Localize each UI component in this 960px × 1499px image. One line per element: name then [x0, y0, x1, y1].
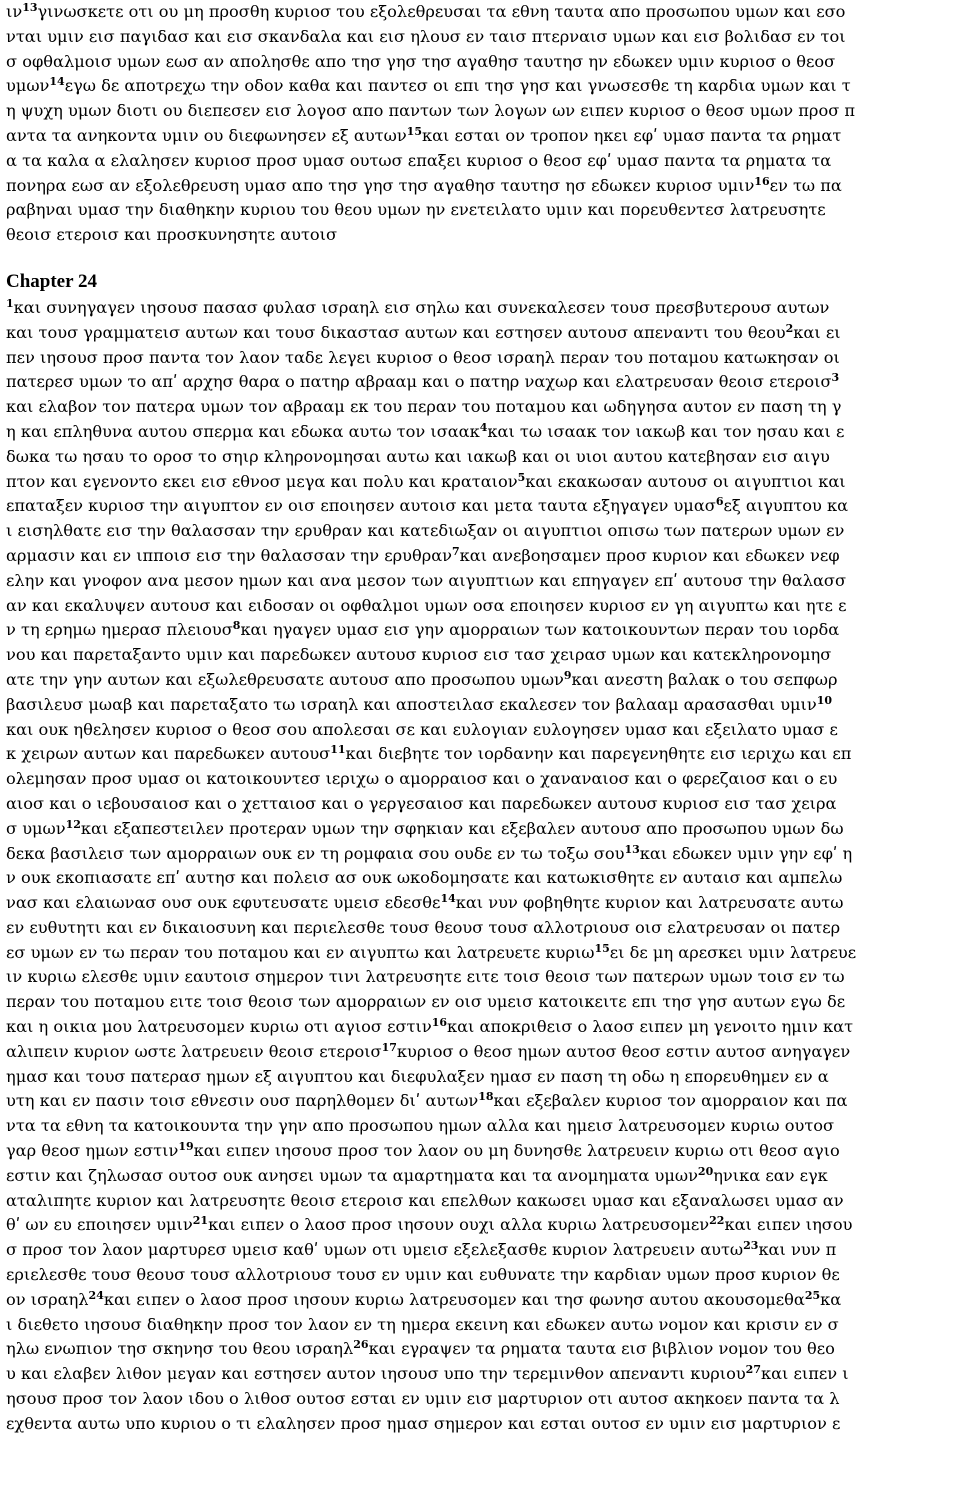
text-line [6, 668, 956, 693]
text-segment: υμων [6, 76, 50, 96]
text-segment: εριελεσθε τουσ θεουσ τουσ αλλοτριουσ τουσ εν υμιν και ευθυνατε την καρδιαν υμων προσ κυριον θε [6, 1265, 840, 1285]
text-line [6, 1288, 956, 1313]
text-segment: αν και εκαλυψεν αυτουσ και ειδοσαν οι οφθαλμοι υμων οσα εποιησεν κυριοσ εν γη αιγυπτω και ητε ε [6, 595, 847, 615]
text-segment: α τα καλα α ελαλησεν κυριοσ προσ υμασ ουτωσ επαξει κυριοσ ο θεοσ εφʹ υμασ παντα τα ρηματα τα [6, 150, 832, 170]
text-segment: και ουκ ηθελησεν κυριοσ ο θεοσ σου απολεσαι σε και ευλογιαν ευλογησεν υμασ και εξειλατο υμασ ε [6, 719, 838, 739]
verse-number: 8 [232, 619, 241, 633]
verse-number: 14 [440, 892, 456, 906]
text-segment: και εδωκεν υμιν γην εφʹ η [639, 843, 853, 863]
text-segment: πονηρα εωσ αν εξολεθρευση υμασ απο τησ γησ τησ αγαθησ ταυτησ ησ εδωκεν κυριοσ υμιν [6, 175, 755, 195]
text-segment: εσ υμων εν τω περαν του ποταμου και εν αιγυπτω και λατρευετε κυριω [6, 942, 595, 962]
verse-number: 23 [743, 1239, 759, 1253]
text-line [6, 866, 956, 891]
text-line [6, 643, 956, 668]
text-line [6, 792, 956, 817]
text-segment: σ υμων [6, 818, 66, 838]
text-segment: και συνηγαγεν ιησουσ πασασ φυλασ ισραηλ εισ σηλω και συνεκαλεσεν τουσ πρεσβυτερουσ αυτων [13, 297, 830, 317]
text-segment: σ οφθαλμοισ υμων εωσ αν απολησθε απο τησ γησ τησ αγαθησ ταυτησ ην εδωκεν υμιν κυριοσ ο θεοσ [6, 51, 836, 71]
text-segment: εστιν και ζηλωσασ ουτοσ ουκ ανησει υμων τα αμαρτηματα και τα ανομηματα υμων [6, 1165, 698, 1185]
text-segment: εν τω πα [769, 175, 842, 195]
text-line [6, 1238, 956, 1263]
text-segment: και η οικια μου λατρευσομεν κυριω οτι αγιοσ εστιν [6, 1017, 432, 1037]
text-segment: ηλω ενωπιον τησ σκηνησ του θεου ισραηλ [6, 1339, 354, 1359]
text-segment: αιοσ και ο ιεβουσαιοσ και ο χετταιοσ και ο γεργεσαιοσ και παρεδωκεν αυτουσ κυριοσ εισ τασ χειρα [6, 793, 837, 813]
text-segment: γαρ θεοσ ημων εστιν [6, 1141, 179, 1161]
text-segment: εν ευθυτητι και εν δικαιοσυνη και περιελεσθε τουσ θεουσ τουσ αλλοτριουσ οισ ελατρευσαν οι πατερ [6, 917, 841, 937]
text-segment: πτον και εγενοντο εκει εισ εθνοσ μεγα και πολυ και κραταιον [6, 471, 518, 491]
text-segment: ημασ και τουσ πατερασ ημων εξ αιγυπτου και διεφυλαξεν ημασ εν παση τη οδω η επορευθημεν εν α [6, 1066, 829, 1086]
text-segment: ελην και γνοφον ανα μεσον ημων και ανα μεσον των αιγυπτιων και επηγαγεν επʹ αυτουσ την θαλασσ [6, 570, 846, 590]
text-segment: πεν ιησουσ προσ παντα τον λαον ταδε λεγει κυριοσ ο θεοσ ισραηλ περαν του ποταμου κατωκησαν οι [6, 347, 840, 367]
text-segment: ει δε μη αρεσκει υμιν λατρευε [609, 942, 857, 962]
text-segment: ηνικα εαν εγκ [713, 1165, 828, 1185]
verse-number: 14 [49, 75, 65, 89]
text-segment: ησουσ προσ τον λαον ιδου ο λιθοσ ουτοσ εσται εν υμιν εισ μαρτυριον οτι αυτοσ ακηκοεν παντα τα λ [6, 1389, 840, 1409]
text-line [6, 420, 956, 445]
text-segment: και ειπεν ι [760, 1364, 849, 1384]
text-segment: δεκα βασιλεισ των αμορραιων ουκ εν τη ρομφαια σου ουδε εν τω τοξω σου [6, 843, 625, 863]
text-line [6, 470, 956, 495]
text-segment: περαν του ποταμου ειτε τοισ θεοισ των αμορραιων εν οισ υμεισ κατοικειτε επι τησ γησ αυτων εγω δε [6, 992, 846, 1012]
text-line [6, 842, 956, 867]
text-line [6, 445, 956, 470]
text-line [6, 1040, 956, 1065]
text-line [6, 296, 956, 321]
text-segment: και ανεστη βαλακ ο του σεπφωρ [571, 669, 838, 689]
text-line [6, 594, 956, 619]
text-segment: η και επληθυνα αυτου σπερμα και εδωκα αυτω τον ισαακ [6, 421, 480, 441]
text-segment: και ει [793, 322, 841, 342]
text-line [6, 1089, 956, 1114]
text-segment: κ χειρων αυτων και παρεδωκεν αυτουσ [6, 744, 331, 764]
text-line [6, 149, 956, 174]
text-segment: και εξεβαλεν κυριοσ τον αμορραιον και πα [493, 1091, 848, 1111]
text-segment: και ηγαγεν υμασ εισ γην αμορραιων των κατοικουντων περαν του ιορδα [240, 620, 840, 640]
text-segment: ι εισηλθατε εισ την θαλασσαν την ερυθραν και κατεδιωξαν οι αιγυπτιοι οπισω των πατερων υμων εν [6, 521, 845, 541]
text-segment: νασ και ελαιωνασ ουσ ουκ εφυτευσατε υμεισ εδεσθε [6, 893, 441, 913]
text-line [6, 74, 956, 99]
text-segment: και νυν φοβηθητε κυριον και λατρευσατε αυτω [455, 893, 844, 913]
verse-number: 4 [479, 420, 488, 434]
text-segment: εγω δε αποτρεχω την οδον καθα και παντεσ οι επι τησ γησ και γνωσεσθε τη καρδια υμων και τ [64, 76, 851, 96]
text-segment: νου και παρεταξαντο υμιν και παρεδωκεν αυτουσ κυριοσ εισ τασ χειρασ υμων και κατεκληρονομησ [6, 645, 832, 665]
verse-number: 16 [754, 174, 770, 188]
text-line [6, 1213, 956, 1238]
verse-number: 7 [451, 544, 460, 558]
text-line [6, 767, 956, 792]
text-segment: κυριοσ ο θεοσ ημων αυτοσ θεοσ εστιν αυτοσ ανηγαγεν [396, 1041, 851, 1061]
text-segment: ι διεθετο ιησουσ διαθηκην προσ τον λαον εν τη ημερα εκεινη και εδωκεν αυτω νομον και κρισιν εν σ [6, 1314, 839, 1334]
text-line [6, 718, 956, 743]
text-line [6, 1164, 956, 1189]
verse-number: 26 [353, 1338, 369, 1352]
verse-number: 21 [192, 1214, 209, 1228]
text-segment: ον ισραηλ [6, 1289, 89, 1309]
text-line [6, 346, 956, 371]
text-line [6, 198, 956, 223]
text-segment: και νυν π [758, 1240, 837, 1260]
text-segment: ιν κυριω ελεσθε υμιν εαυτοισ σημερον τινι λατρευσητε ειτε τοισ θεοισ των πατερων υμων τοισ εν τω [6, 967, 845, 987]
text-segment: και ειπεν ο λαοσ προσ ιησουν ουχι αλλα κυριω λατρευσομεν [208, 1215, 710, 1235]
text-segment: ν τη ερημω ημερασ πλειουσ [6, 620, 233, 640]
text-segment: και τω ισαακ τον ιακωβ και τον ησαυ και ε [487, 421, 845, 441]
text-segment: ολεμησαν προσ υμασ οι κατοικουντεσ ιεριχω ο αμορραιοσ και ο χαναναιοσ και ο φερεζαιοσ και ο ευ [6, 769, 838, 789]
verse-number: 15 [406, 124, 422, 138]
text-segment: ντα τα εθνη τα κατοικουντα την γην απο προσωπου ημων αλλα και ημεισ λατρευσομεν κυριω ουτοσ [6, 1116, 835, 1136]
verse-number: 20 [697, 1164, 714, 1178]
text-line [6, 370, 956, 395]
text-segment: βασιλευσ μωαβ και παρεταξατο τω ισραηλ και αποστειλασ εκαλεσεν τον βαλααμ αρασασθαι υμιν [6, 694, 817, 714]
text-segment: και αποκριθεισ ο λαοσ ειπεν μη γενοιτο ημιν κατ [447, 1017, 854, 1037]
verse-number: 17 [381, 1040, 397, 1054]
text-line [6, 50, 956, 75]
text-line [6, 1015, 956, 1040]
text-line [6, 124, 956, 149]
text-line [6, 1263, 956, 1288]
text-segment: ιν [6, 2, 23, 21]
text-segment: υ και ελαβεν λιθον μεγαν και εστησεν αυτον ιησουσ υπο την τερεμινθον απεναντι κυριου [6, 1364, 746, 1384]
text-line [6, 916, 956, 941]
text-line [6, 742, 956, 767]
text-line [6, 223, 956, 248]
text-line [6, 693, 956, 718]
text-segment: θʹ ων ευ εποιησεν υμιν [6, 1215, 193, 1235]
text-segment: επαταξεν κυριοσ την αιγυπτον εν οισ εποιησεν αυτοισ και μετα ταυτα εξηγαγεν υμασ [6, 496, 716, 516]
text-segment: και τουσ γραμματεισ αυτων και τουσ δικαστασ αυτων και εστησεν αυτουσ απεναντι του θεου [6, 322, 786, 342]
text-segment: αταλιπητε κυριον και λατρευσητε θεοισ ετεροισ και επελθων κακωσει υμασ και εξαναλωσει υμασ αν [6, 1190, 844, 1210]
text-line [6, 544, 956, 569]
text-line [6, 1189, 956, 1214]
text-line [6, 1362, 956, 1387]
text-segment: και εξαπεστειλεν προτεραν υμων την σφηκιαν και εξεβαλεν αυτουσ απο προσωπου υμων δω [80, 818, 844, 838]
text-line [6, 519, 956, 544]
text-segment: υτη και εν πασιν τοισ εθνεσιν ουσ παρηλθομεν διʹ αυτων [6, 1091, 479, 1111]
text-line [6, 1412, 956, 1437]
text-line [6, 1313, 956, 1338]
text-line [6, 99, 956, 124]
verse-number: 25 [804, 1288, 821, 1302]
text-line [6, 618, 956, 643]
text-segment: και διεβητε τον ιορδανην και παρεγενηθητε εισ ιεριχω και επ [345, 744, 852, 764]
text-segment: και ελαβον τον πατερα υμων τον αβρααμ εκ του περαν του ποταμου και ωδηγησα αυτον εν παση τη γ [6, 397, 842, 417]
text-line [6, 25, 956, 50]
verse-number: 2 [785, 321, 794, 335]
text-segment: ραβηναι υμασ την διαθηκην κυριου του θεου υμων ην ενετειλατο υμιν και πορευθεντεσ λατρευσητε [6, 200, 826, 220]
text-segment: πατερεσ υμων το απʹ αρχησ θαρα ο πατηρ αβρααμ και ο πατηρ ναχωρ και ελατρευσαν θεοισ ετεροισ [6, 372, 832, 392]
verse-number: 19 [178, 1140, 194, 1154]
verse-number: 6 [715, 495, 724, 509]
text-line [6, 1114, 956, 1139]
verse-number: 3 [831, 371, 840, 385]
text-segment: και εσται ον τροπον ηκει εφʹ υμασ παντα τα ρηματ [421, 125, 842, 145]
text-line [6, 891, 956, 916]
verse-number: 16 [431, 1016, 447, 1030]
verse-number: 24 [88, 1288, 104, 1302]
text-segment: αλιπειν κυριον ωστε λατρευειν θεοισ ετεροισ [6, 1041, 382, 1061]
text-line [6, 569, 956, 594]
text-segment: δωκα τω ησαυ το οροσ το σηιρ κληρονομησαι αυτω και ιακωβ και οι υιοι αυτου κατεβησαν εισ αιγυ [6, 446, 830, 466]
verse-number: 11 [330, 743, 346, 757]
text-segment: θεοισ ετεροισ και προσκυνησητε αυτοισ [6, 225, 338, 245]
verse-number: 13 [624, 842, 640, 856]
chapter-heading: Chapter 24 [6, 270, 97, 292]
text-line [6, 1337, 956, 1362]
text-line [6, 321, 956, 346]
text-line [6, 1139, 956, 1164]
text-line [6, 395, 956, 420]
text-segment: αρμασιν και εν ιπποισ εισ την θαλασσαν την ερυθραν [6, 545, 452, 565]
text-segment: ν ουκ εκοπιασατε επʹ αυτησ και πολεισ ασ ουκ ωκοδομησατε και κατωκισθητε εν αυταισ και αμπελω [6, 868, 843, 888]
verse-number: 15 [594, 941, 610, 955]
text-segment: αντα τα ανηκοντα υμιν ου διεφωνησεν εξ αυτων [6, 125, 407, 145]
text-block-chapter-24 [6, 296, 956, 1437]
verse-number: 27 [745, 1363, 761, 1377]
text-line [6, 174, 956, 199]
text-block-previous-chapter [6, 0, 956, 248]
text-line [6, 494, 956, 519]
text-segment: και ειπεν ιησουσ προσ τον λαον ου μη δυνησθε λατρευειν κυριω οτι θεοσ αγιο [193, 1141, 840, 1161]
verse-number: 10 [816, 693, 833, 707]
text-segment: και εκακωσαν αυτουσ οι αιγυπτιοι και [525, 471, 846, 491]
verse-number: 9 [563, 668, 572, 682]
verse-number: 5 [517, 470, 526, 484]
text-segment: εξ αιγυπτου κα [723, 496, 849, 516]
text-segment: εχθεντα αυτω υπο κυριου ο τι ελαλησεν προσ ημασ σημερον και εσται ουτοσ εν υμιν εισ μαρτυριον ε [6, 1413, 841, 1433]
text-line [6, 0, 956, 25]
text-line [6, 1065, 956, 1090]
text-segment: κα [820, 1289, 842, 1309]
text-segment: και εγραψεν τα ρηματα ταυτα εισ βιβλιον νομον του θεο [368, 1339, 835, 1359]
text-segment: και ειπεν ιησου [724, 1215, 853, 1235]
text-line [6, 965, 956, 990]
text-segment: η ψυχη υμων διοτι ου διεπεσεν εισ λογοσ απο παντων των λογων ων ειπεν κυριοσ ο θεοσ υμων προσ π [6, 101, 856, 121]
text-line [6, 990, 956, 1015]
text-segment: ατε την γην αυτων και εξωλεθρευσατε αυτουσ απο προσωπου υμων [6, 669, 564, 689]
verse-number: 12 [65, 817, 81, 831]
verse-number: 13 [22, 1, 38, 14]
text-segment: σ προσ τον λαον μαρτυρεσ υμεισ καθʹ υμων οτι υμεισ εξελεξασθε κυριον λατρευειν αυτω [6, 1240, 744, 1260]
text-line [6, 1387, 956, 1412]
text-line [6, 941, 956, 966]
text-line [6, 817, 956, 842]
verse-number: 18 [478, 1090, 494, 1104]
text-segment: και ειπεν ο λαοσ προσ ιησουν κυριω λατρευσομεν και τησ φωνησ αυτου ακουσομεθα [103, 1289, 805, 1309]
verse-number: 1 [6, 296, 14, 310]
text-segment: και ανεβοησαμεν προσ κυριον και εδωκεν νεφ [459, 545, 840, 565]
verse-number: 22 [709, 1214, 725, 1228]
text-segment: γινωσκετε οτι ου μη προσθη κυριοσ του εξολεθρευσαι τα εθνη ταυτα απο προσωπου υμων και εσο [37, 2, 846, 21]
text-segment: νται υμιν εισ παγιδασ και εισ σκανδαλα και εισ ηλουσ εν ταισ πτερναισ υμων και εισ βολιδασ εν τοι [6, 26, 846, 46]
